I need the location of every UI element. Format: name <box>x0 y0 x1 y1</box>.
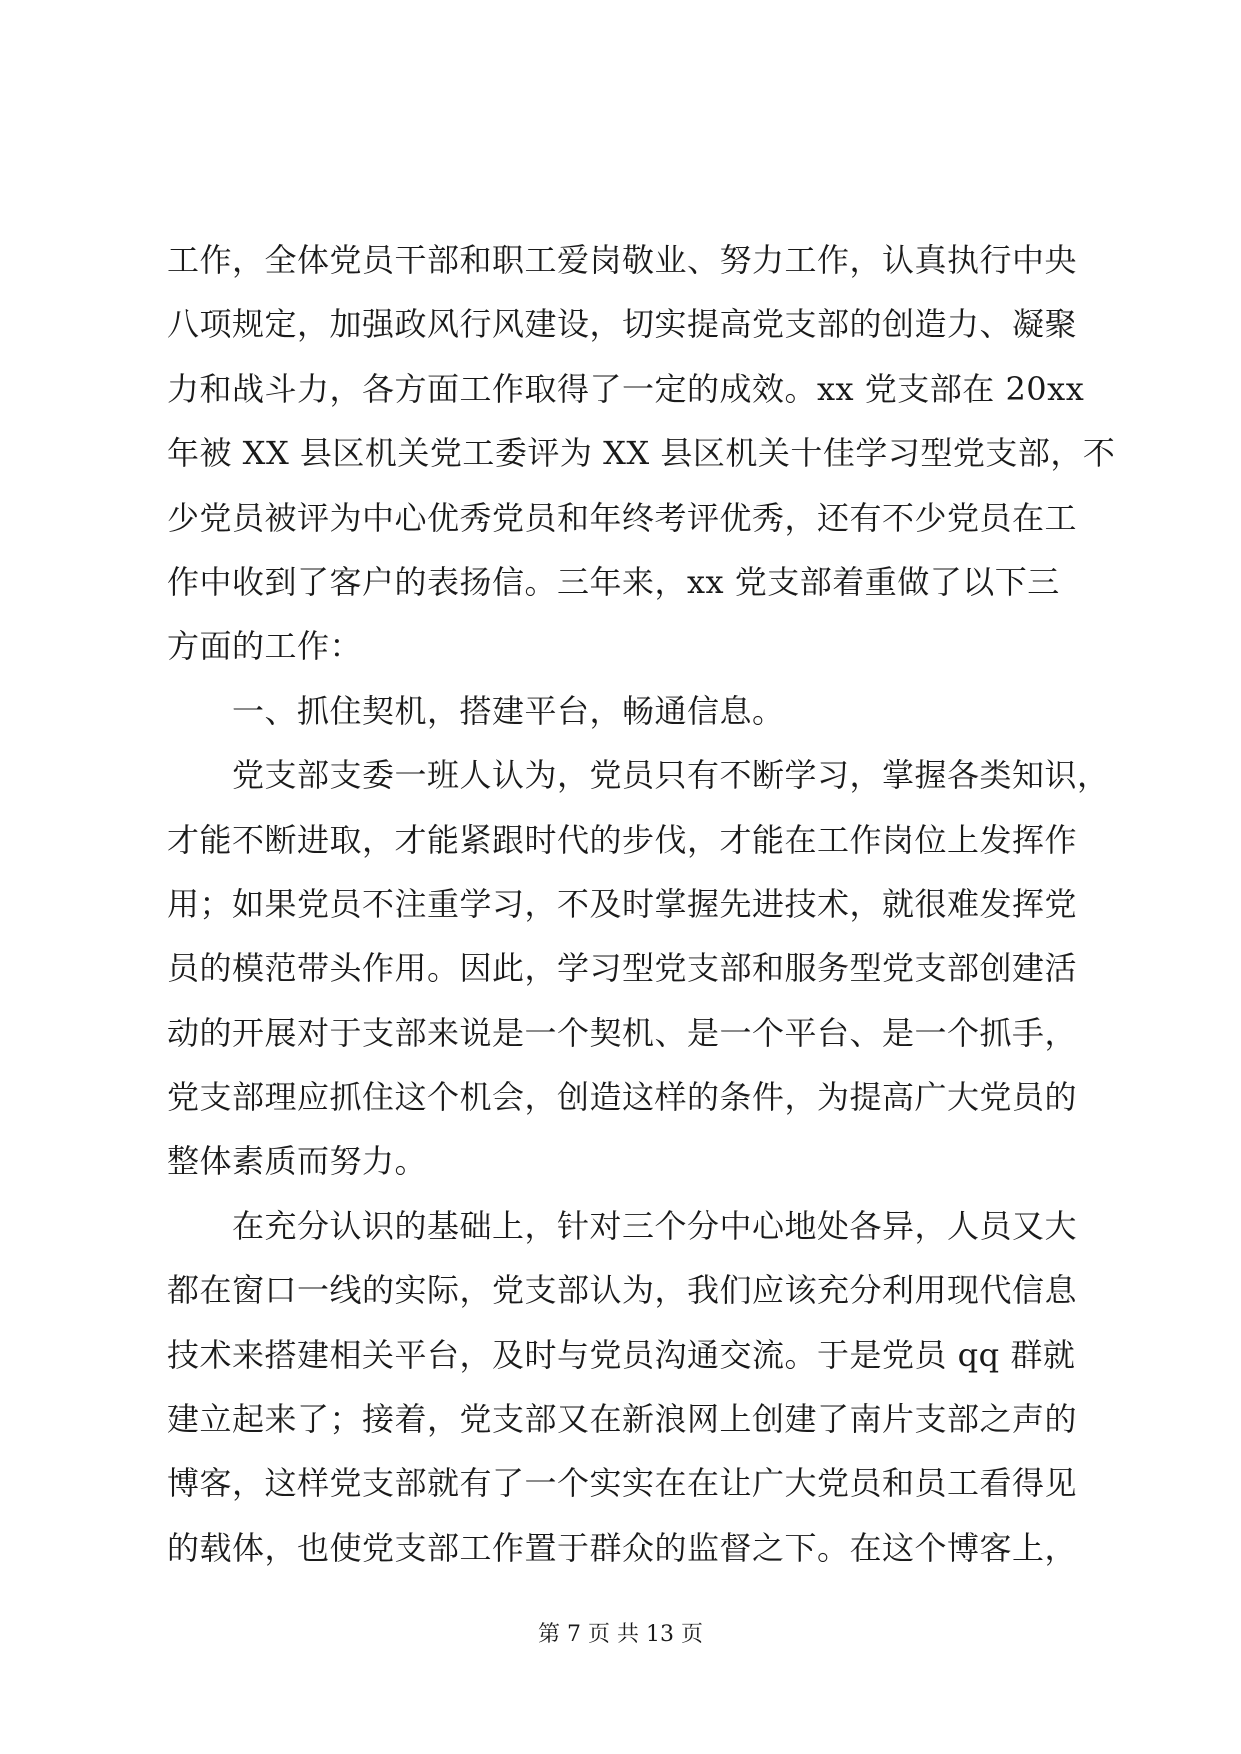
text-line: 员的模范带头作用。因此，学习型党支部和服务型党支部创建活 <box>167 949 1078 988</box>
body-text <box>167 228 1116 1580</box>
text-line: 党支部支委一班人认为，党员只有不断学习，掌握各类知识， <box>167 756 1110 795</box>
text-line: 博客，这样党支部就有了一个实实在在让广大党员和员工看得见 <box>167 1464 1078 1503</box>
page-footer <box>0 1620 1241 1650</box>
text-line: 的载体，也使党支部工作置于群众的监督之下。在这个博客上， <box>167 1528 1078 1567</box>
text-line: 工作，全体党员干部和职工爱岗敬业、努力工作，认真执行中央 <box>167 241 1078 279</box>
text-line: 方面的工作： <box>167 627 363 666</box>
text-line: 都在窗口一线的实际，党支部认为，我们应该充分利用现代信息 <box>167 1271 1078 1310</box>
text-line: 才能不断进取，才能紧跟时代的步伐，才能在工作岗位上发挥作 <box>167 820 1078 859</box>
text-line: 整体素质而努力。 <box>167 1142 428 1181</box>
text-line: 年被 XX 县区机关党工委评为 XX 县区机关十佳学习型党支部，不 <box>167 434 1116 473</box>
text-line: 少党员被评为中心优秀党员和年终考评优秀，还有不少党员在工 <box>167 498 1078 537</box>
text-line: 建立起来了；接着，党支部又在新浪网上创建了南片支部之声的 <box>167 1400 1078 1439</box>
page-number: 第 7 页 共 13 页 <box>538 1622 703 1647</box>
text-line: 党支部理应抓住这个机会，创造这样的条件，为提高广大党员的 <box>167 1078 1078 1117</box>
text-line: 技术来搭建相关平台，及时与党员沟通交流。于是党员 qq 群就 <box>167 1335 1076 1374</box>
text-line: 作中收到了客户的表扬信。三年来，xx 党支部着重做了以下三 <box>167 562 1060 601</box>
section-heading: 一、抓住契机，搭建平台，畅通信息。 <box>167 691 785 730</box>
text-line: 用；如果党员不注重学习，不及时掌握先进技术，就很难发挥党 <box>167 884 1078 923</box>
text-line: 力和战斗力，各方面工作取得了一定的成效。xx 党支部在 20xx <box>167 369 1085 408</box>
text-line: 动的开展对于支部来说是一个契机、是一个平台、是一个抓手， <box>167 1013 1078 1052</box>
text-line: 八项规定，加强政风行风建设，切实提高党支部的创造力、凝聚 <box>167 305 1078 344</box>
text-line: 在充分认识的基础上，针对三个分中心地处各异，人员又大 <box>167 1206 1078 1245</box>
